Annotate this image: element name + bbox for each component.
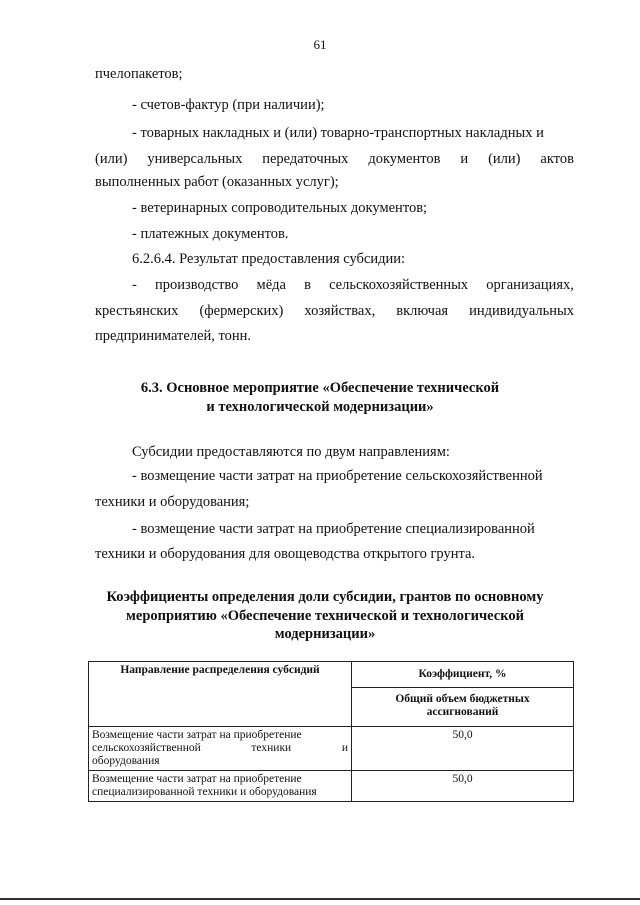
- cell-line: [92, 729, 348, 742]
- cell-line: специализированной техники и оборудования: [92, 786, 317, 798]
- text-line: техники и оборудования для овощеводства открытого грунта.: [95, 546, 476, 562]
- text-line: техники и оборудования;: [95, 494, 250, 510]
- section-subheading: 6.2.6.4. Результат предоставления субсидии:: [132, 251, 406, 267]
- word: индивидуальных: [469, 303, 574, 319]
- table-cell-value: 50,0: [352, 771, 574, 802]
- word: мёда: [256, 277, 286, 293]
- coefficients-table: [88, 661, 574, 802]
- text-line: выполненных работ (оказанных услуг);: [95, 174, 339, 190]
- table-row: [89, 771, 574, 802]
- cell-text: Возмещение части затрат на приобретение: [92, 729, 302, 741]
- text-line: предпринимателей, тонн.: [95, 328, 252, 344]
- word: крестьянских: [95, 303, 179, 319]
- word: сельскохозяйственной: [92, 742, 201, 754]
- cell-line: оборудования: [92, 755, 160, 767]
- table-row: [89, 727, 574, 771]
- justified-line: [132, 276, 574, 294]
- word: производство: [154, 277, 239, 293]
- cell-line: [92, 742, 348, 755]
- section-heading: [60, 379, 580, 416]
- list-item: - платежных документов.: [132, 226, 289, 242]
- list-item: - товарных накладных и (или) товарно-транспортных накладных и: [132, 125, 544, 141]
- table-heading-line: модернизации»: [274, 626, 376, 642]
- word: в: [304, 277, 311, 293]
- section-heading-line: 6.3. Основное мероприятие «Обеспечение технической: [140, 380, 500, 396]
- table-heading: [80, 588, 570, 644]
- word: организациях,: [486, 277, 574, 293]
- word: документов: [368, 151, 441, 167]
- column-subheader: Общий объем бюджетных ассигнований: [352, 688, 574, 727]
- justified-line: [95, 302, 574, 320]
- word: включая: [396, 303, 449, 319]
- word: (или): [95, 151, 128, 167]
- word: передаточных: [262, 151, 349, 167]
- column-header: Коэффициент, %: [352, 662, 574, 688]
- section-heading-line: и технологической модернизации»: [206, 398, 434, 415]
- list-item: - ветеринарных сопроводительных документов;: [132, 200, 428, 216]
- word: сельскохозяйственных: [329, 277, 469, 293]
- text-line: пчелопакетов;: [95, 66, 183, 82]
- word: актов: [540, 151, 574, 167]
- paragraph-line: Субсидии предоставляются по двум направлениям:: [132, 444, 450, 460]
- table-cell: [89, 771, 352, 802]
- table-cell-value: 50,0: [352, 727, 574, 771]
- word: универсальных: [147, 151, 243, 167]
- word: и: [341, 742, 348, 754]
- page-number: 61: [313, 37, 327, 52]
- cell-line: Возмещение части затрат на приобретение: [92, 773, 302, 785]
- list-item: - счетов-фактур (при наличии);: [132, 97, 325, 113]
- table-header-row: [89, 662, 574, 688]
- justified-line: [95, 150, 574, 168]
- bottom-rule: [0, 898, 640, 900]
- word: (фермерских): [199, 303, 284, 319]
- word: хозяйствах,: [304, 303, 376, 319]
- word: (или): [488, 151, 521, 167]
- table-heading-line: мероприятию «Обеспечение технической и технологической: [126, 607, 524, 624]
- table-heading-line: Коэффициенты определения доли субсидии, грантов по основному: [106, 589, 544, 605]
- list-item: - возмещение части затрат на приобретение сельскохозяйственной: [132, 468, 543, 484]
- column-header: Направление распределения субсидий: [89, 662, 352, 727]
- table-cell: [89, 727, 352, 771]
- list-item: - возмещение части затрат на приобретение специализированной: [132, 521, 535, 537]
- word: -: [132, 277, 137, 293]
- word: техники: [251, 742, 292, 754]
- word: и: [460, 151, 469, 167]
